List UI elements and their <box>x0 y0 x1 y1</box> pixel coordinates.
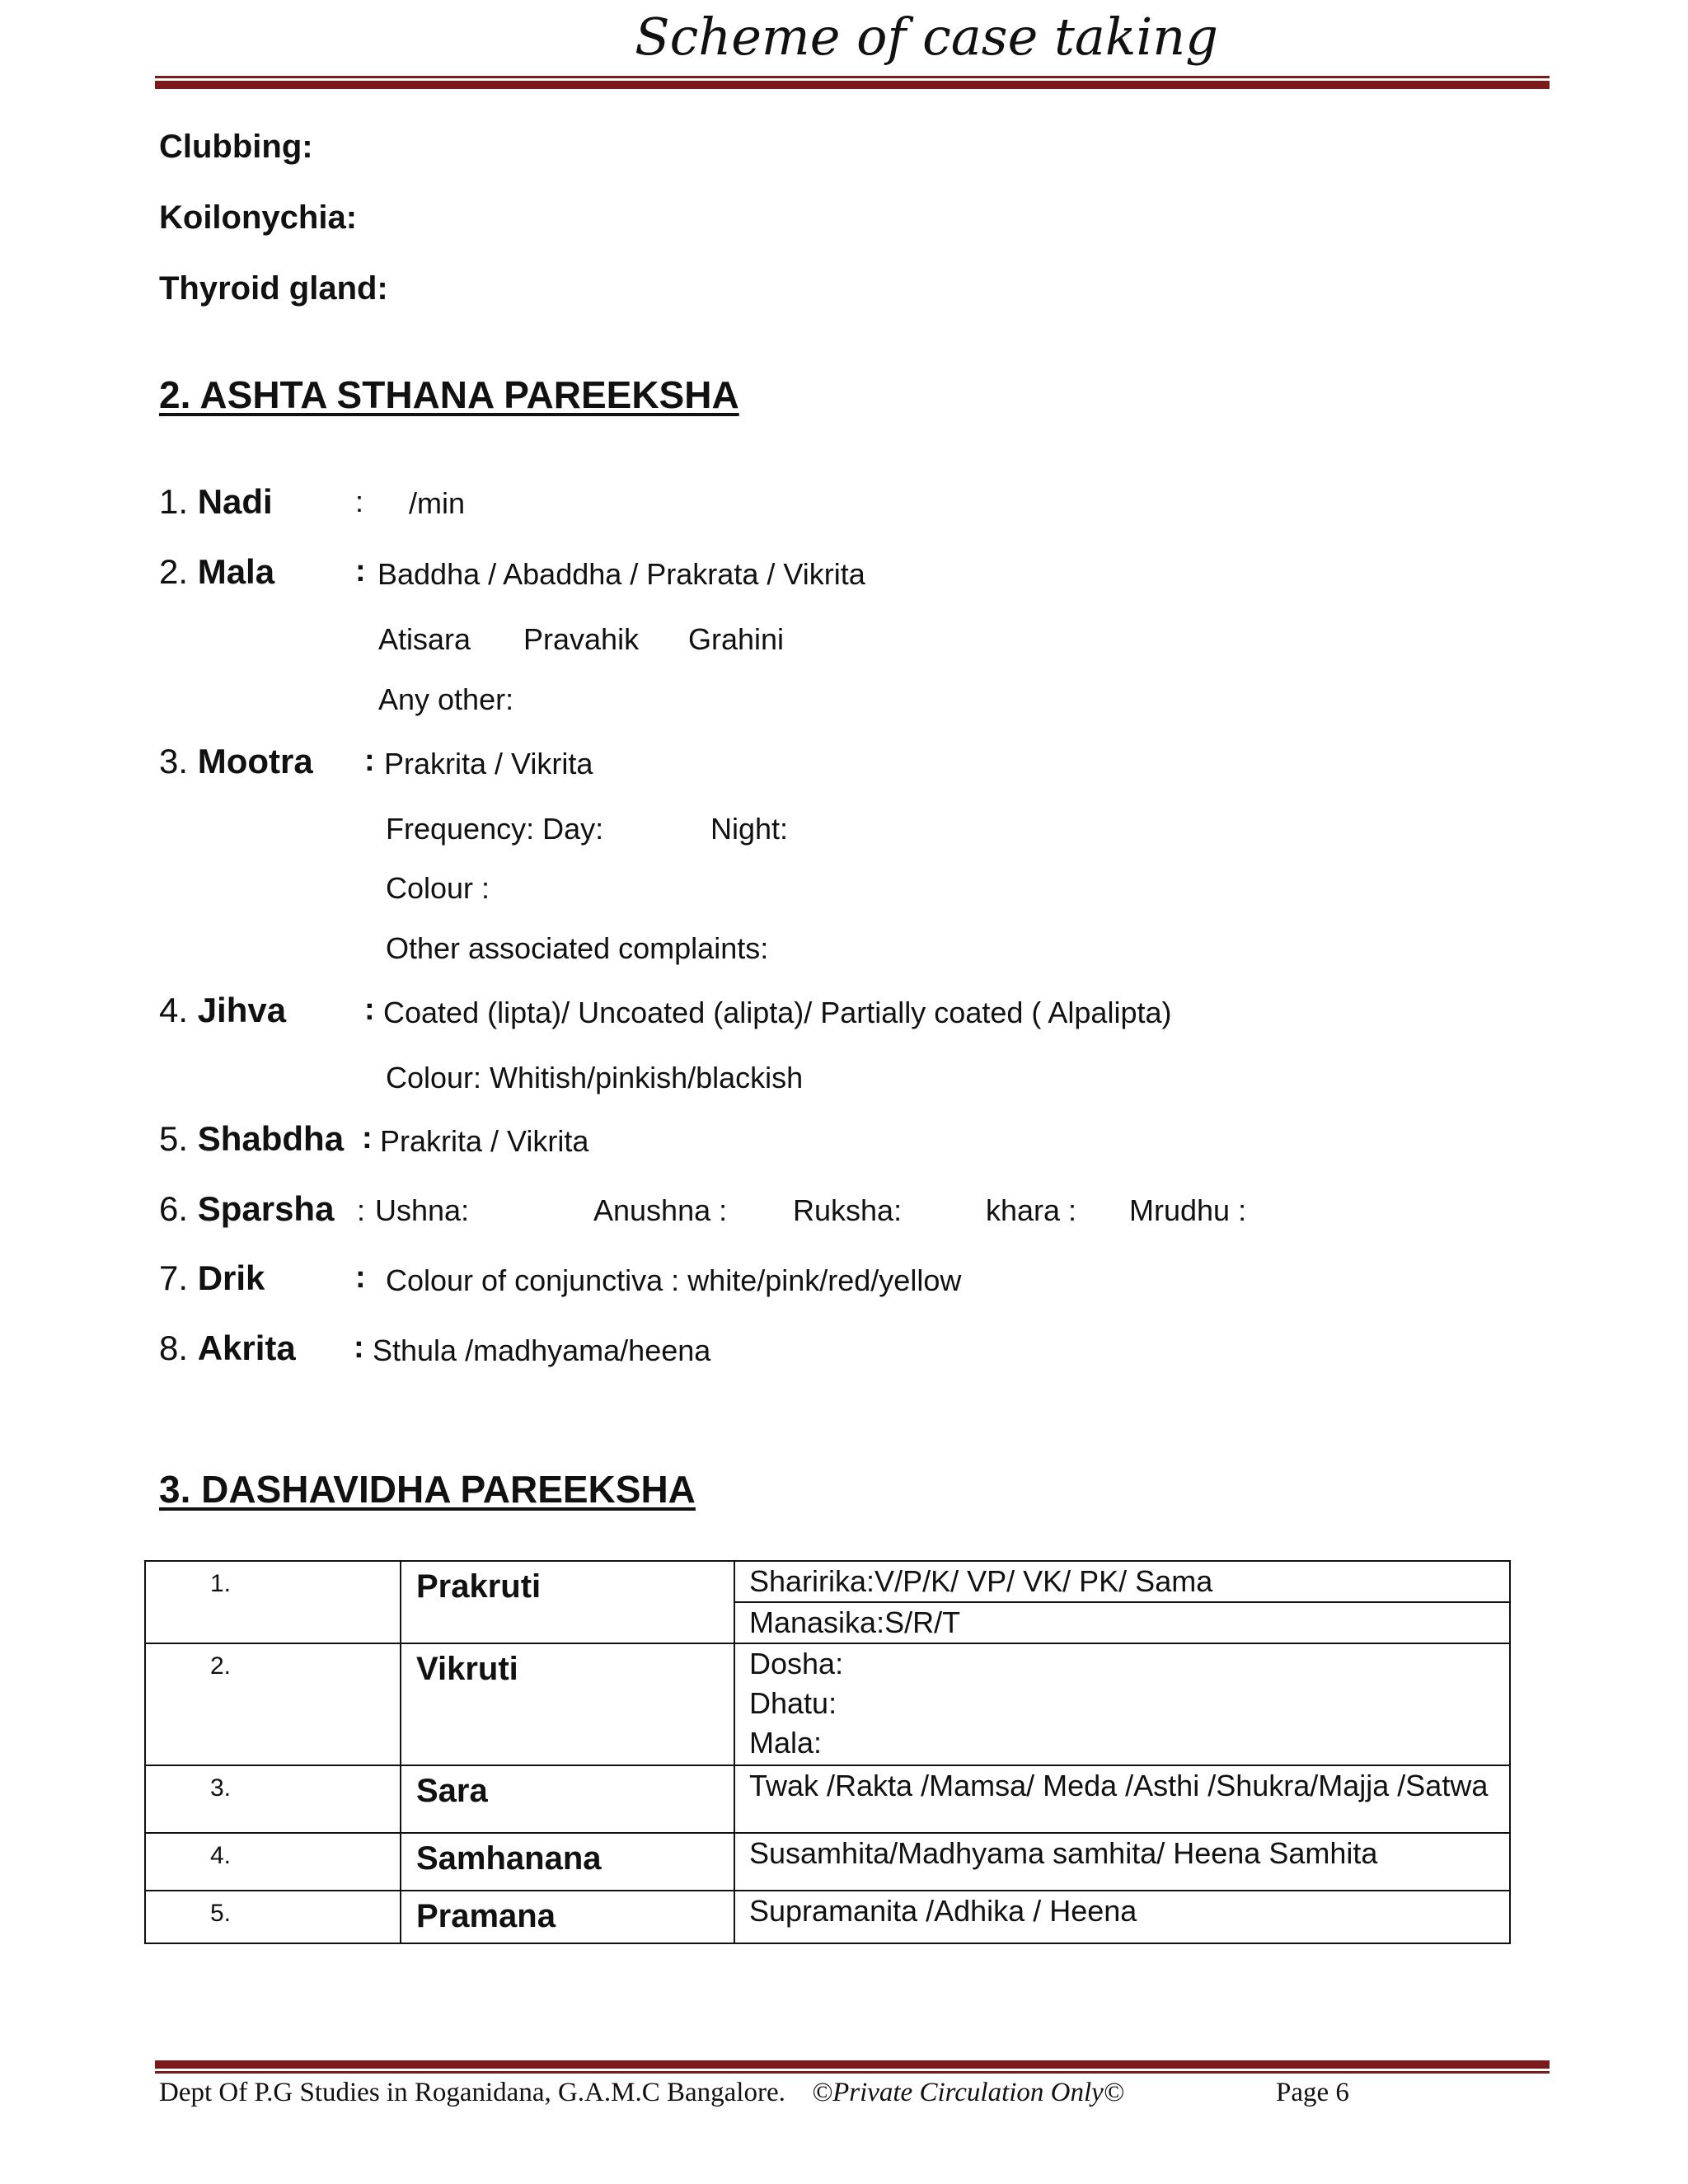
mala-atisara: Atisara <box>378 622 471 656</box>
shabdha-colon: : <box>362 1121 373 1155</box>
clubbing-label: Clubbing: <box>159 129 313 165</box>
footer-notice: ©Private Circulation Only© <box>812 2078 1124 2107</box>
shabdha-label: 5. Shabdha <box>159 1119 345 1158</box>
mala-pravahik: Pravahik <box>523 622 640 656</box>
row-name: Vikruti <box>401 1643 734 1765</box>
mootra-colour: Colour : <box>386 871 490 905</box>
footer-page-number: Page 6 <box>1276 2078 1349 2107</box>
table-row <box>145 1765 1510 1833</box>
sparsha-anushna: Anushna : <box>593 1193 728 1227</box>
drik-value: Colour of conjunctiva : white/pink/red/yellow <box>386 1263 962 1297</box>
row-number: 4. <box>145 1833 401 1891</box>
table-row <box>145 1643 1510 1765</box>
row-number: 3. <box>145 1765 401 1833</box>
ashta-heading: 2. ASHTA STHANA PAREEKSHA <box>159 373 739 416</box>
footer-dept: Dept Of P.G Studies in Roganidana, G.A.M.C Bangalore. <box>159 2078 785 2107</box>
sparsha-label: 6. Sparsha <box>159 1189 335 1228</box>
mala-any-other: Any other: <box>378 682 514 716</box>
row-value: Dosha: Dhatu: Mala: <box>734 1643 1510 1765</box>
nadi-label: 1. Nadi <box>159 482 273 521</box>
mala-value: Baddha / Abaddha / Prakrata / Vikrita <box>377 557 865 591</box>
mootra-frequency-night: Night: <box>710 812 789 846</box>
footer-rule-thin <box>155 2071 1550 2074</box>
akrita-colon: : <box>354 1330 364 1365</box>
row-number: 2. <box>145 1643 401 1765</box>
row-number: 1. <box>145 1561 401 1643</box>
sparsha-ushna: Ushna: <box>375 1193 470 1227</box>
akrita-value: Sthula /madhyama/heena <box>373 1333 711 1367</box>
mala-colon: : <box>355 554 366 588</box>
row-name: Pramana <box>401 1891 734 1943</box>
jihva-label: 4. Jihva <box>159 991 287 1029</box>
dashavidha-table <box>144 1560 1511 1944</box>
drik-colon: : <box>355 1260 366 1295</box>
table-row <box>145 1891 1510 1943</box>
row-value: Supramanita /Adhika / Heena <box>734 1891 1510 1943</box>
footer-rule-thick <box>155 2060 1550 2069</box>
row-value: Twak /Rakta /Mamsa/ Meda /Asthi /Shukra/Majja /Satwa <box>734 1765 1510 1833</box>
sparsha-mrudhu: Mrudhu : <box>1129 1193 1247 1227</box>
sparsha-ruksha: Ruksha: <box>793 1193 903 1227</box>
akrita-label: 8. Akrita <box>159 1329 296 1367</box>
jihva-colon: : <box>364 992 375 1027</box>
row-value: Sharirika:V/P/K/ VP/ VK/ PK/ Sama <box>734 1561 1510 1602</box>
drik-label: 7. Drik <box>159 1258 265 1297</box>
mootra-label: 3. Mootra <box>159 742 313 780</box>
header-rule-thick <box>155 81 1550 89</box>
jihva-colour: Colour: Whitish/pinkish/blackish <box>386 1061 804 1094</box>
row-name: Samhanana <box>401 1833 734 1891</box>
nadi-colon: : <box>355 485 364 518</box>
jihva-value: Coated (lipta)/ Uncoated (alipta)/ Partially coated ( Alpalipta) <box>383 996 1172 1029</box>
thyroid-label: Thyroid gland: <box>159 270 388 307</box>
table-row <box>145 1561 1510 1602</box>
row-name: Prakruti <box>401 1561 734 1643</box>
sparsha-khara: khara : <box>986 1193 1077 1227</box>
mala-label: 2. Mala <box>159 552 275 591</box>
shabdha-value: Prakrita / Vikrita <box>380 1124 589 1158</box>
table-row <box>145 1833 1510 1891</box>
header-rule-thin <box>155 76 1550 78</box>
sparsha-colon: : <box>357 1193 366 1227</box>
koilonychia-label: Koilonychia: <box>159 199 358 236</box>
mootra-other-complaints: Other associated complaints: <box>386 931 769 965</box>
page-header-title: Scheme of case taking <box>635 7 1218 67</box>
row-name: Sara <box>401 1765 734 1833</box>
dashavidha-heading: 3. DASHAVIDHA PAREEKSHA <box>159 1468 696 1511</box>
mootra-colon: : <box>364 743 375 778</box>
row-value: Susamhita/Madhyama samhita/ Heena Samhita <box>734 1833 1510 1891</box>
mootra-value: Prakrita / Vikrita <box>384 747 593 780</box>
mala-grahini: Grahini <box>688 622 785 656</box>
row-value: Manasika:S/R/T <box>734 1602 1510 1643</box>
nadi-value: /min <box>409 486 466 520</box>
row-number: 5. <box>145 1891 401 1943</box>
mootra-frequency-day: Frequency: Day: <box>386 812 604 846</box>
